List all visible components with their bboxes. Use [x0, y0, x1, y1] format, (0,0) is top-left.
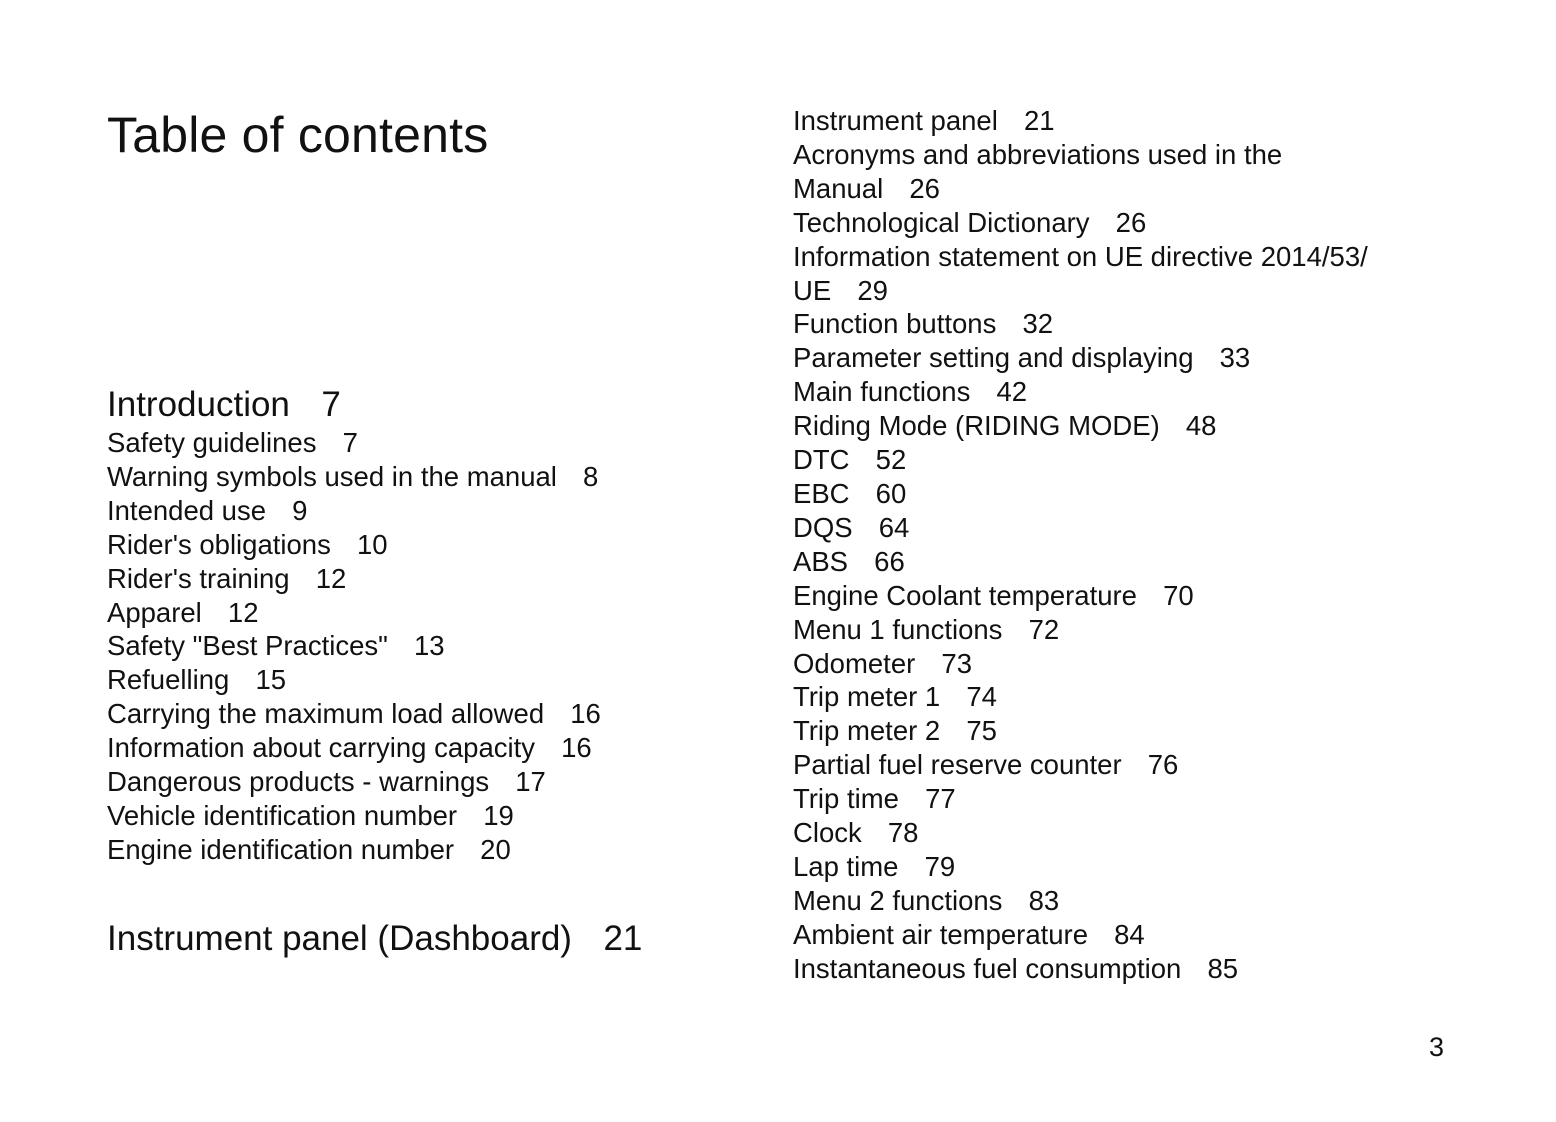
toc-entry-label: Trip meter 1	[793, 681, 941, 713]
toc-entry[interactable]	[793, 240, 1433, 308]
toc-entry-label: Refuelling	[107, 664, 230, 696]
toc-entry-page-number: 12	[315, 562, 347, 594]
toc-entry[interactable]	[107, 562, 727, 596]
toc-entry[interactable]	[107, 697, 727, 731]
toc-entry-page-number: 60	[875, 477, 907, 509]
toc-entry-label: Dangerous products - warnings	[107, 766, 490, 798]
toc-entry[interactable]	[793, 918, 1433, 952]
toc-entry[interactable]	[107, 426, 727, 460]
toc-entry-label: Parameter setting and displaying	[793, 342, 1194, 374]
toc-entry[interactable]	[793, 850, 1433, 884]
toc-entry-page-number: 73	[941, 647, 972, 679]
toc-entry[interactable]	[793, 816, 1433, 850]
toc-entry[interactable]	[793, 884, 1433, 918]
toc-entry-page-number: 76	[1147, 749, 1179, 781]
toc-entry-page-number: 7	[342, 427, 358, 458]
toc-entry-page-number: 16	[570, 698, 601, 730]
toc-entry-page-number: 70	[1163, 579, 1194, 611]
toc-entry-label: Main functions	[793, 376, 971, 408]
toc-entry[interactable]	[793, 206, 1433, 240]
toc-entry[interactable]	[107, 799, 727, 833]
toc-entry[interactable]	[107, 460, 727, 494]
toc-entry-page-number: 64	[878, 511, 910, 543]
toc-entry-label: ABS	[793, 545, 849, 577]
toc-entry-page-number: 12	[227, 596, 259, 628]
toc-entry-page-number: 48	[1185, 410, 1217, 442]
toc-section-page-number: 21	[603, 918, 643, 958]
toc-entry-label: Acronyms and abbreviations used in the Manual	[793, 138, 1283, 204]
toc-entry-label: Clock	[793, 817, 862, 849]
toc-entry-label: Menu 2 functions	[793, 884, 1003, 916]
toc-entry-label: Intended use	[107, 494, 267, 526]
toc-entry-page-number: 85	[1207, 952, 1239, 984]
toc-entry[interactable]	[793, 375, 1433, 409]
toc-entry[interactable]	[107, 663, 727, 697]
toc-entry[interactable]	[107, 528, 727, 562]
toc-entry-label: Safety guidelines	[107, 427, 317, 458]
toc-entry[interactable]	[107, 494, 727, 528]
toc-entry-page-number: 10	[356, 528, 388, 560]
toc-entry[interactable]	[793, 409, 1433, 443]
toc-entry-page-number: 13	[414, 630, 445, 662]
toc-entry-label: Odometer	[793, 647, 916, 679]
toc-entry[interactable]	[793, 680, 1433, 714]
toc-left-column	[107, 384, 727, 960]
toc-entry-label: Information about carrying capacity	[107, 732, 535, 764]
toc-section-heading[interactable]	[107, 918, 727, 960]
toc-entry-page-number: 20	[480, 833, 511, 865]
toc-entry-page-number: 78	[887, 817, 919, 849]
toc-entry[interactable]	[793, 545, 1433, 579]
toc-entry-page-number: 15	[255, 664, 287, 696]
toc-entry-page-number: 66	[874, 545, 905, 577]
toc-entry-page-number: 84	[1114, 918, 1145, 950]
toc-entry[interactable]	[793, 443, 1433, 477]
toc-entry-label: DQS	[793, 511, 853, 543]
toc-entry-page-number: 52	[875, 444, 907, 476]
toc-entry-label: Vehicle identification number	[107, 799, 458, 831]
toc-entry-page-number: 19	[483, 799, 514, 831]
toc-entry-page-number: 9	[292, 494, 308, 526]
toc-entry-label: Rider's obligations	[107, 528, 331, 560]
toc-entry-page-number: 79	[924, 850, 956, 882]
toc-entry[interactable]	[793, 138, 1433, 206]
toc-entry-label: Instantaneous fuel consumption	[793, 952, 1182, 984]
toc-entry-page-number: 75	[966, 715, 997, 747]
page-number: 3	[1429, 1032, 1445, 1062]
toc-entry-label: Riding Mode (RIDING MODE)	[793, 410, 1160, 442]
toc-entry[interactable]	[107, 765, 727, 799]
toc-entry-label: Ambient air temperature	[793, 918, 1088, 950]
toc-entry-label: Lap time	[793, 850, 899, 882]
toc-entry[interactable]	[793, 579, 1433, 613]
toc-entry[interactable]	[793, 104, 1433, 138]
toc-entry-label: Menu 1 functions	[793, 613, 1003, 645]
toc-entry[interactable]	[107, 629, 727, 663]
toc-right-column	[793, 104, 1433, 986]
toc-section-page-number: 7	[321, 385, 341, 424]
toc-entry-label: Trip time	[793, 783, 899, 815]
toc-entry-page-number: 8	[583, 460, 599, 492]
toc-entry[interactable]	[793, 341, 1433, 375]
toc-entry-page-number: 26	[1115, 206, 1147, 238]
toc-section-label: Introduction	[107, 385, 290, 424]
toc-entry-label: Instrument panel	[793, 105, 998, 136]
toc-entry[interactable]	[107, 833, 727, 867]
toc-section-heading[interactable]	[107, 384, 727, 426]
toc-entry[interactable]	[107, 731, 727, 765]
toc-entry[interactable]	[793, 952, 1433, 986]
toc-entry[interactable]	[793, 748, 1433, 782]
toc-entry-page-number: 21	[1023, 105, 1055, 136]
page-title: Table of contents	[107, 107, 489, 163]
toc-entry-label: Function buttons	[793, 308, 997, 340]
toc-entry[interactable]	[107, 596, 727, 630]
toc-entry-page-number: 72	[1028, 613, 1060, 645]
toc-section-label: Instrument panel (Dashboard)	[107, 918, 572, 958]
toc-entry-page-number: 32	[1022, 308, 1054, 340]
toc-entry-label: Engine Coolant temperature	[793, 579, 1137, 611]
toc-entry-page-number: 33	[1219, 342, 1251, 374]
toc-entry[interactable]	[793, 647, 1433, 681]
toc-entry-page-number: 42	[996, 376, 1028, 408]
toc-entry-label: Carrying the maximum load allowed	[107, 698, 545, 730]
toc-entry-page-number: 17	[515, 766, 546, 798]
toc-entry-page-number: 16	[561, 732, 592, 764]
toc-entry-page-number: 26	[909, 172, 940, 204]
toc-entry[interactable]	[793, 477, 1433, 511]
toc-entry-label: Rider's training	[107, 562, 290, 594]
toc-entry-page-number: 74	[966, 681, 997, 713]
toc-entry[interactable]	[793, 714, 1433, 748]
toc-entry-label: DTC	[793, 444, 850, 476]
toc-entry-label: Safety "Best Practices"	[107, 630, 388, 662]
toc-entry-label: Partial fuel reserve counter	[793, 749, 1122, 781]
toc-entry[interactable]	[793, 511, 1433, 545]
toc-entry-page-number: 83	[1028, 884, 1060, 916]
toc-entry-label: Warning symbols used in the manual	[107, 460, 557, 492]
toc-entry-page-number: 29	[857, 274, 888, 306]
toc-entry-label: Trip meter 2	[793, 715, 941, 747]
toc-entry-label: Information statement on UE directive 2014/53/ UE	[793, 240, 1368, 306]
toc-entry[interactable]	[793, 307, 1433, 341]
toc-entry-label: EBC	[793, 477, 850, 509]
toc-entry[interactable]	[793, 613, 1433, 647]
toc-entry-label: Engine identification number	[107, 833, 455, 865]
toc-entry-page-number: 77	[925, 783, 956, 815]
toc-entry-label: Technological Dictionary	[793, 206, 1090, 238]
toc-entry[interactable]	[793, 782, 1433, 816]
toc-entry-label: Apparel	[107, 596, 202, 628]
